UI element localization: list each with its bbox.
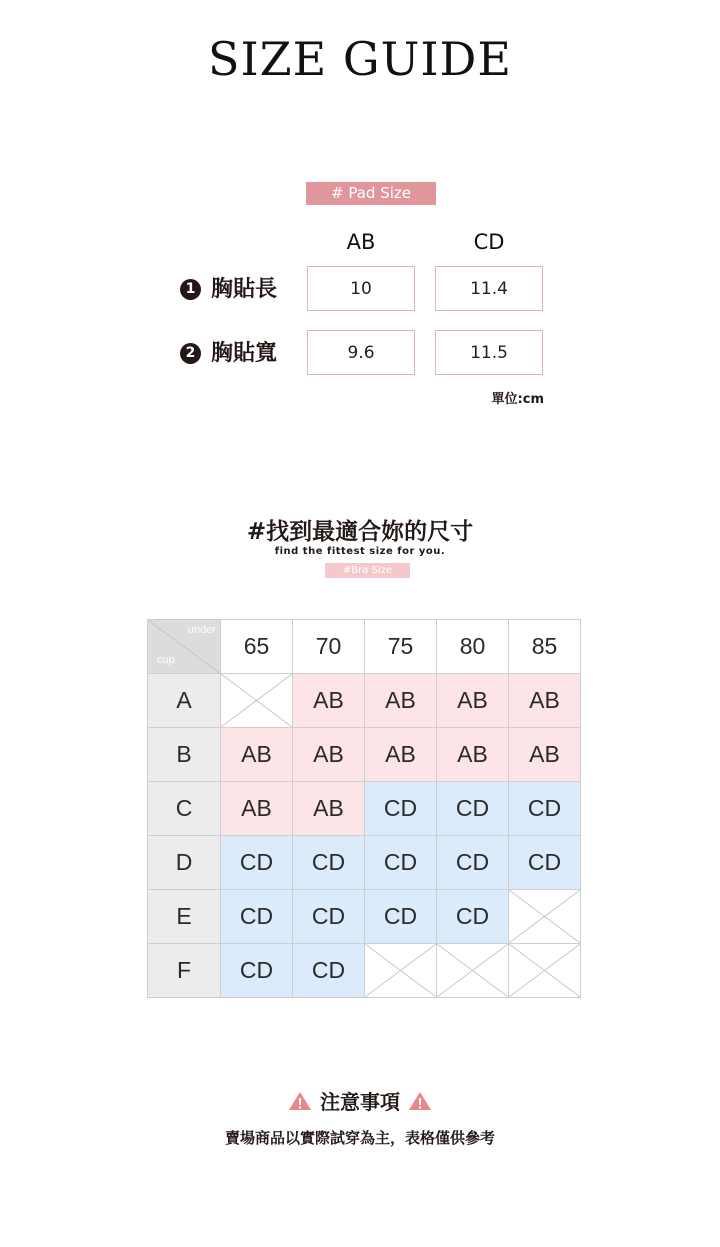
cross-icon	[509, 944, 580, 997]
size-cell-cd: CD	[437, 836, 509, 890]
cross-icon	[221, 674, 292, 727]
table-row	[148, 836, 581, 890]
under-size-header: 85	[509, 620, 581, 674]
table-corner	[148, 620, 221, 674]
size-cell-ab: AB	[293, 674, 365, 728]
size-cell-unavailable	[509, 944, 581, 998]
size-cell-ab: AB	[437, 674, 509, 728]
size-cell-cd: CD	[365, 836, 437, 890]
size-cell-cd: CD	[509, 836, 581, 890]
table-header-row	[148, 620, 581, 674]
pad-row-length-label	[180, 266, 277, 314]
pad-column-cd: CD	[473, 230, 505, 254]
cross-icon	[509, 890, 580, 943]
pad-size-badge: # Pad Size	[306, 182, 436, 205]
pad-length-ab: 10	[307, 266, 415, 311]
size-cell-ab: AB	[293, 782, 365, 836]
cup-size-label: F	[148, 944, 221, 998]
bra-size-badge: #Bra Size	[325, 563, 410, 578]
size-cell-unavailable	[437, 944, 509, 998]
warning-triangle-icon	[408, 1091, 432, 1111]
size-cell-cd: CD	[221, 890, 293, 944]
cup-size-label: B	[148, 728, 221, 782]
notice-text: 賣場商品以實際試穿為主，表格僅供參考	[224, 1129, 495, 1147]
bra-size-table	[147, 619, 581, 998]
unit-label: 單位:cm	[491, 392, 544, 407]
corner-cup-label: cup	[157, 654, 175, 666]
cup-size-label: A	[148, 674, 221, 728]
size-cell-cd: CD	[221, 944, 293, 998]
number-two-icon: 2	[180, 343, 201, 364]
size-cell-cd: CD	[365, 890, 437, 944]
pad-length-text: 胸貼長	[211, 277, 278, 302]
size-cell-ab: AB	[221, 782, 293, 836]
size-cell-ab: AB	[221, 728, 293, 782]
size-cell-unavailable	[221, 674, 293, 728]
size-cell-ab: AB	[509, 728, 581, 782]
cross-icon	[437, 944, 508, 997]
pad-width-ab: 9.6	[307, 330, 415, 375]
number-one-icon: 1	[180, 279, 201, 300]
size-cell-unavailable	[365, 944, 437, 998]
size-cell-ab: AB	[365, 728, 437, 782]
cross-icon	[365, 944, 436, 997]
pad-length-cd: 11.4	[435, 266, 543, 311]
size-cell-cd: CD	[437, 890, 509, 944]
under-size-header: 65	[221, 620, 293, 674]
size-cell-cd: CD	[293, 836, 365, 890]
table-row	[148, 890, 581, 944]
table-row	[148, 944, 581, 998]
size-cell-cd: CD	[437, 782, 509, 836]
page-title: SIZE GUIDE	[208, 32, 512, 86]
table-row	[148, 728, 581, 782]
pad-row-width-label	[180, 330, 277, 378]
under-size-header: 75	[365, 620, 437, 674]
table-row	[148, 782, 581, 836]
bra-size-heading: #找到最適合妳的尺寸	[246, 519, 474, 545]
size-cell-cd: CD	[365, 782, 437, 836]
corner-under-label: under	[187, 624, 216, 636]
under-size-header: 70	[293, 620, 365, 674]
size-cell-ab: AB	[365, 674, 437, 728]
pad-width-text: 胸貼寬	[211, 341, 278, 366]
cup-size-label: D	[148, 836, 221, 890]
under-size-header: 80	[437, 620, 509, 674]
cup-size-label: C	[148, 782, 221, 836]
bra-size-subheading: find the fittest size for you.	[274, 546, 446, 557]
pad-width-cd: 11.5	[435, 330, 543, 375]
size-cell-cd: CD	[221, 836, 293, 890]
size-cell-unavailable	[509, 890, 581, 944]
size-cell-cd: CD	[293, 890, 365, 944]
notice-title-text: 注意事項	[320, 1090, 400, 1114]
size-cell-ab: AB	[293, 728, 365, 782]
size-cell-cd: CD	[293, 944, 365, 998]
size-cell-ab: AB	[509, 674, 581, 728]
size-cell-ab: AB	[437, 728, 509, 782]
pad-column-ab: AB	[346, 230, 376, 254]
notice-title	[0, 1086, 720, 1115]
warning-triangle-icon	[288, 1091, 312, 1111]
size-cell-cd: CD	[509, 782, 581, 836]
cup-size-label: E	[148, 890, 221, 944]
table-row	[148, 674, 581, 728]
